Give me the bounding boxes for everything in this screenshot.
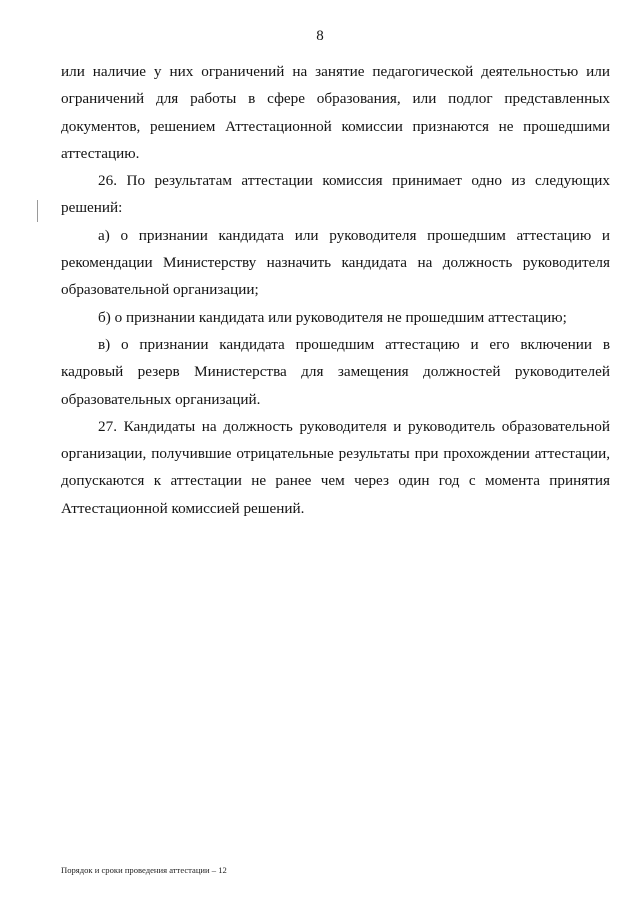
paragraph-continuation: или наличие у них ограничений на занятие педагогической деятельностью или ограничений для работы в сфере образования, или подлог представленных документов, решением Аттестационной комиссии признаются не прошедшими аттестацию. — [61, 63, 610, 162]
page-number: 8 — [316, 28, 324, 44]
paragraph-subitem-b: б) о признании кандидата или руководителя не прошедшим аттестацию; — [98, 308, 567, 326]
paragraph-subitem-v: в) о признании кандидата прошедшим аттестацию и его включении в кадровый резерв Министерства для замещения должностей руководителей образовательных организаций. — [61, 335, 610, 408]
margin-mark — [37, 200, 38, 222]
document-body — [61, 58, 610, 522]
page-footer: Порядок и сроки проведения аттестации – 12 — [61, 865, 227, 875]
paragraph-subitem-a: а) о признании кандидата или руководителя прошедшим аттестацию и рекомендации Министерству назначить кандидата на должность руководителя образовательной организации; — [61, 226, 610, 299]
paragraph-item-26: 26. По результатам аттестации комиссия принимает одно из следующих решений: — [61, 172, 610, 217]
paragraph-item-27: 27. Кандидаты на должность руководителя и руководитель образовательной организации, получившие отрицательные результаты при прохождении аттестации, допускаются к аттестации не ранее чем через один год с момента принятия Аттестационной комиссией решений. — [61, 417, 610, 517]
